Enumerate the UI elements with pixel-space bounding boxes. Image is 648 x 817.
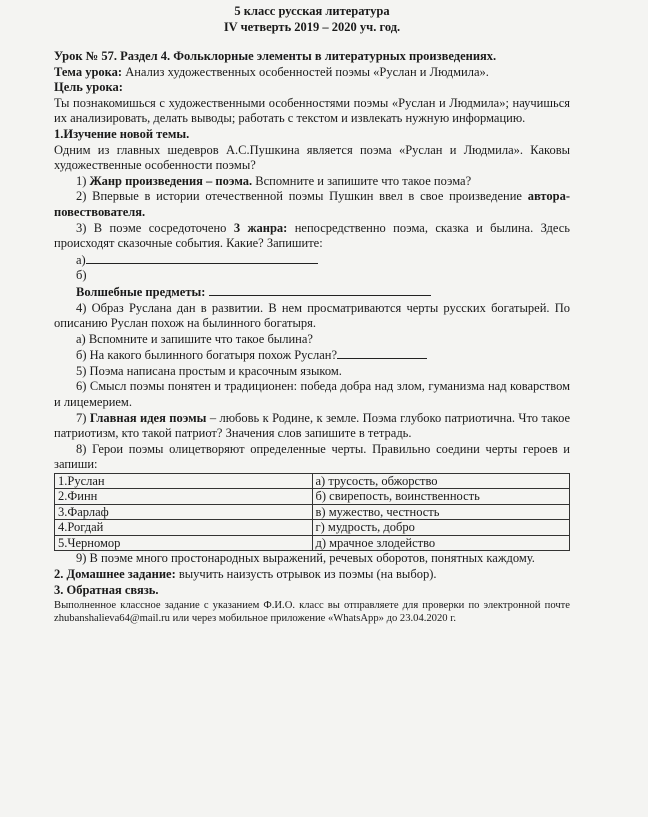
homework [54,567,570,583]
table-row [55,474,570,489]
q3-prefix: 3) В поэме сосредоточено [76,220,234,235]
heroes-traits-table [54,473,570,551]
question-5: 5) Поэма написана простым и красочным языком. [76,363,342,378]
question-4a: а) Вспомните и запишите что такое былина? [76,331,313,346]
feedback-text: Выполненное классное задание с указанием Ф.И.О. класс вы отправляете для проверки по электронной почте zhubanshalieva64@mail.ru или через мобильное приложение «WhatsApp» до 23.04.2020 г. [54,599,570,625]
q1-prefix: 1) [76,173,90,188]
trait-cell: д) мрачное злодейство [312,535,570,550]
table-row [55,520,570,535]
page-header [54,4,570,35]
answer-b-label: б) [76,268,87,283]
feedback-heading: 3. Обратная связь. [54,583,159,598]
hero-cell: 4.Рогдай [55,520,313,535]
table-row [55,489,570,504]
question-4: 4) Образ Руслана дан в развитии. В нем просматриваются черты русских богатырей. По описанию Руслан похож на былинного богатыря. [54,300,570,331]
q2-bold: автора-повествователя. [54,189,570,219]
question-1 [54,174,570,190]
q4b-text: б) На какого былинного богатыря похож Руслан? [76,348,337,363]
question-9: 9) В поэме много простонародных выражений, речевых оборотов, понятных каждому. [76,551,535,566]
q7-rest: – любовь к Родине, к земле. Поэма глубоко патриотична. Что такое патриотизм, кто такой патриот? Значения слов запишите в тетрадь. [54,410,571,441]
header-grade: 5 класс русская литература [234,4,390,18]
question-7 [54,411,570,442]
hero-cell: 2.Финн [55,489,313,504]
section1-heading: 1.Изучение новой темы. [54,126,190,141]
topic-label: Тема урока: [54,64,123,79]
magic-items-blank[interactable] [209,284,431,296]
magic-items-label: Волшебные предметы: [76,284,206,299]
trait-cell: б) свирепость, воинственность [312,489,570,504]
q7-prefix: 7) [76,410,90,425]
answer-a-blank[interactable] [86,252,318,264]
q3-bold: 3 жанра: [233,220,288,235]
homework-label: 2. Домашнее задание: [54,566,176,581]
section1-intro: Одним из главных шедевров А.С.Пушкина является поэма «Руслан и Людмила». Каковы художественные особенности поэмы? [54,142,570,173]
question-2 [54,189,570,220]
q4b-blank[interactable] [337,347,427,359]
answer-line-a [54,252,570,269]
question-4b [54,347,570,364]
header-term: IV четверть 2019 – 2020 уч. год. [223,19,401,34]
q7-bold: Главная идея поэмы [89,410,207,425]
goal-text: Ты познакомишься с художественными особенностями поэмы «Руслан и Людмила»; научишься их анализировать, делать выводы; работать с текстом и извлекать нужную информацию. [54,95,570,126]
table-row [55,504,570,519]
table-row [55,535,570,550]
topic-text: Анализ художественных особенностей поэмы «Руслан и Людмила». [122,64,489,79]
trait-cell: а) трусость, обжорство [312,474,570,489]
trait-cell: в) мужество, честность [312,504,570,519]
q3-rest: непосредственно поэма, сказка и былина. Здесь происходят сказочные события. Какие? Запишите: [54,220,570,251]
hero-cell: 1.Руслан [55,474,313,489]
homework-text: выучить наизусть отрывок из поэмы (на выбор). [175,566,437,581]
answer-a-label: а) [76,252,86,267]
q1-bold: Жанр произведения – поэма. [89,173,253,188]
goal-label: Цель урока: [54,80,123,95]
answer-line-b [54,268,570,284]
magic-items-line [54,284,570,301]
hero-cell: 3.Фарлаф [55,504,313,519]
lesson-topic [54,65,570,81]
question-3 [54,221,570,252]
trait-cell: г) мудрость, добро [312,520,570,535]
question-8: 8) Герои поэмы олицетворяют определенные черты. Правильно соедини черты героев и запиши: [54,441,570,472]
q2-text: 2) Впервые в истории отечественной поэмы Пушкин ввел в свое произведение [76,189,528,204]
lesson-title: Урок № 57. Раздел 4. Фольклорные элементы в литературных произведениях. [54,49,497,63]
question-6: 6) Смысл поэмы понятен и традиционен: победа добра над злом, гуманизма над коварством и лицемерием. [54,379,570,410]
q1-rest: Вспомните и запишите что такое поэма? [252,173,472,188]
hero-cell: 5.Черномор [55,535,313,550]
